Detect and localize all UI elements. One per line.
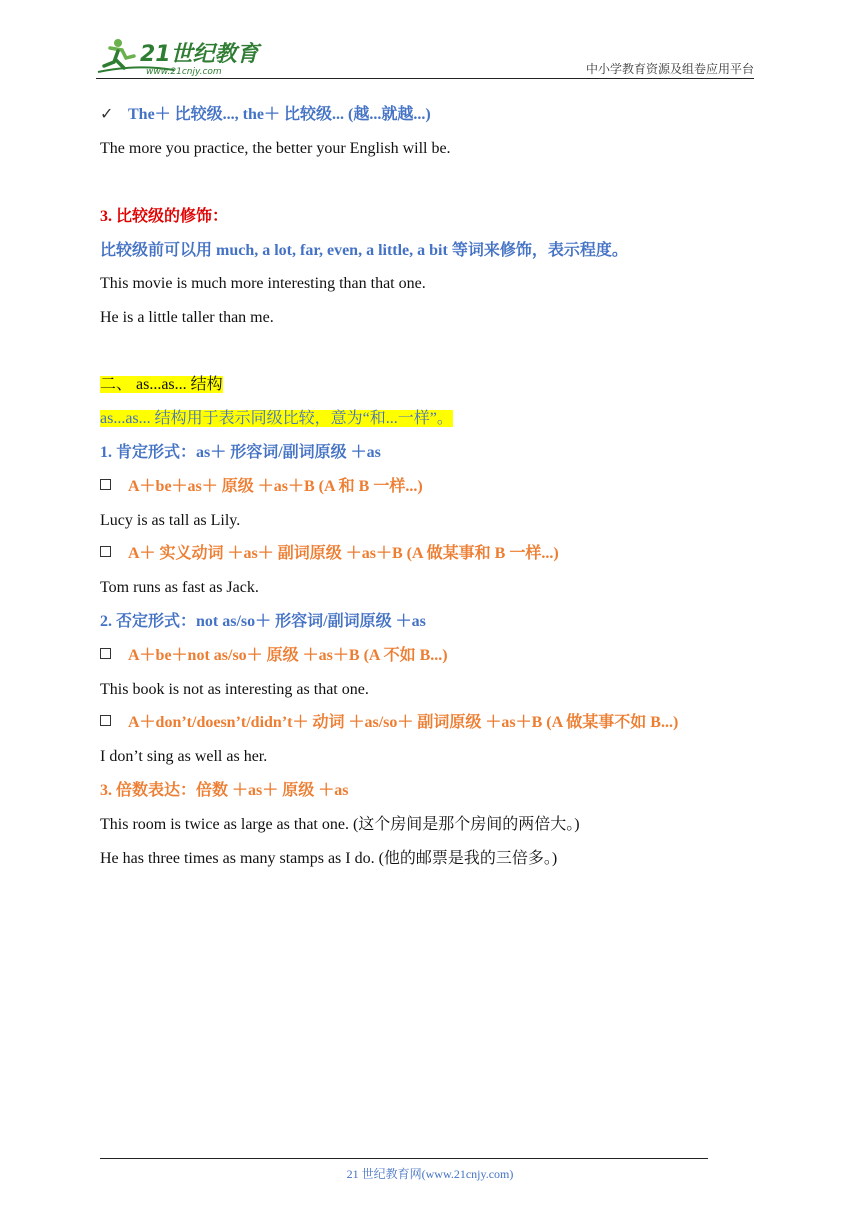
example-line: Tom runs as fast as Jack. xyxy=(100,579,259,596)
example-line: This book is not as interesting as that one. xyxy=(100,681,369,698)
example-line: The more you practice, the better your English will be. xyxy=(100,140,451,157)
logo-url: www.21cnjy.com xyxy=(146,67,222,77)
square-bullet-icon xyxy=(100,715,111,726)
example-line: Lucy is as tall as Lily. xyxy=(100,512,241,529)
header-platform-text: 中小学教育资源及组卷应用平台 xyxy=(585,62,754,76)
square-bullet-icon xyxy=(100,546,111,557)
header-divider xyxy=(96,78,754,79)
footer-divider xyxy=(100,1158,708,1159)
check-icon: ✓ xyxy=(100,106,114,123)
rule-line: 比较级前可以用 much, a lot, far, even, a little, a bit 等词来修饰，表示程度。 xyxy=(100,242,628,259)
subsection-heading: 2. 否定形式：not as/so＋ 形容词/副词原级 ＋as xyxy=(100,613,426,630)
rule-line: A＋ 实义动词 ＋as＋ 副词原级 ＋as＋B (A 做某事和 B 一样...) xyxy=(100,543,559,565)
rule-line: A＋be＋not as/so＋ 原级 ＋as＋B (A 不如 B...) xyxy=(100,645,448,667)
example-line: I don’t sing as well as her. xyxy=(100,748,268,765)
subsection-heading: 3. 倍数表达：倍数 ＋as＋ 原级 ＋as xyxy=(100,782,349,799)
rule-line: A＋be＋as＋ 原级 ＋as＋B (A 和 B 一样...) xyxy=(100,476,423,498)
brand-logo xyxy=(96,34,266,78)
section-heading: 二、 as...as... 结构 xyxy=(100,376,223,393)
rule-line: A＋don’t/doesn’t/didn’t＋ 动词 ＋as/so＋ 副词原级 ＋as＋B (A 做某事不如 B...) xyxy=(100,712,678,734)
example-line: He is a little taller than me. xyxy=(100,309,274,326)
rule-the-comparative: ✓ The＋ 比较级..., the＋ 比较级... (越...就越...) xyxy=(100,104,431,126)
section-heading: 3. 比较级的修饰： xyxy=(100,208,229,225)
logo-text: 21世纪教育 xyxy=(140,42,259,67)
example-line: He has three times as many stamps as I do. (他的邮票是我的三倍多。) xyxy=(100,850,558,867)
subsection-heading: 1. 肯定形式：as＋ 形容词/副词原级 ＋as xyxy=(100,444,381,461)
square-bullet-icon xyxy=(100,648,111,659)
example-line: This room is twice as large as that one. (这个房间是那个房间的两倍大。) xyxy=(100,816,580,833)
footer-text: 21 世纪教育网(www.21cnjy.com) xyxy=(346,1167,514,1181)
example-line: This movie is much more interesting than that one. xyxy=(100,275,426,292)
section-intro: as...as... 结构用于表示同级比较，意为“和...一样”。 xyxy=(100,410,453,427)
square-bullet-icon xyxy=(100,479,111,490)
